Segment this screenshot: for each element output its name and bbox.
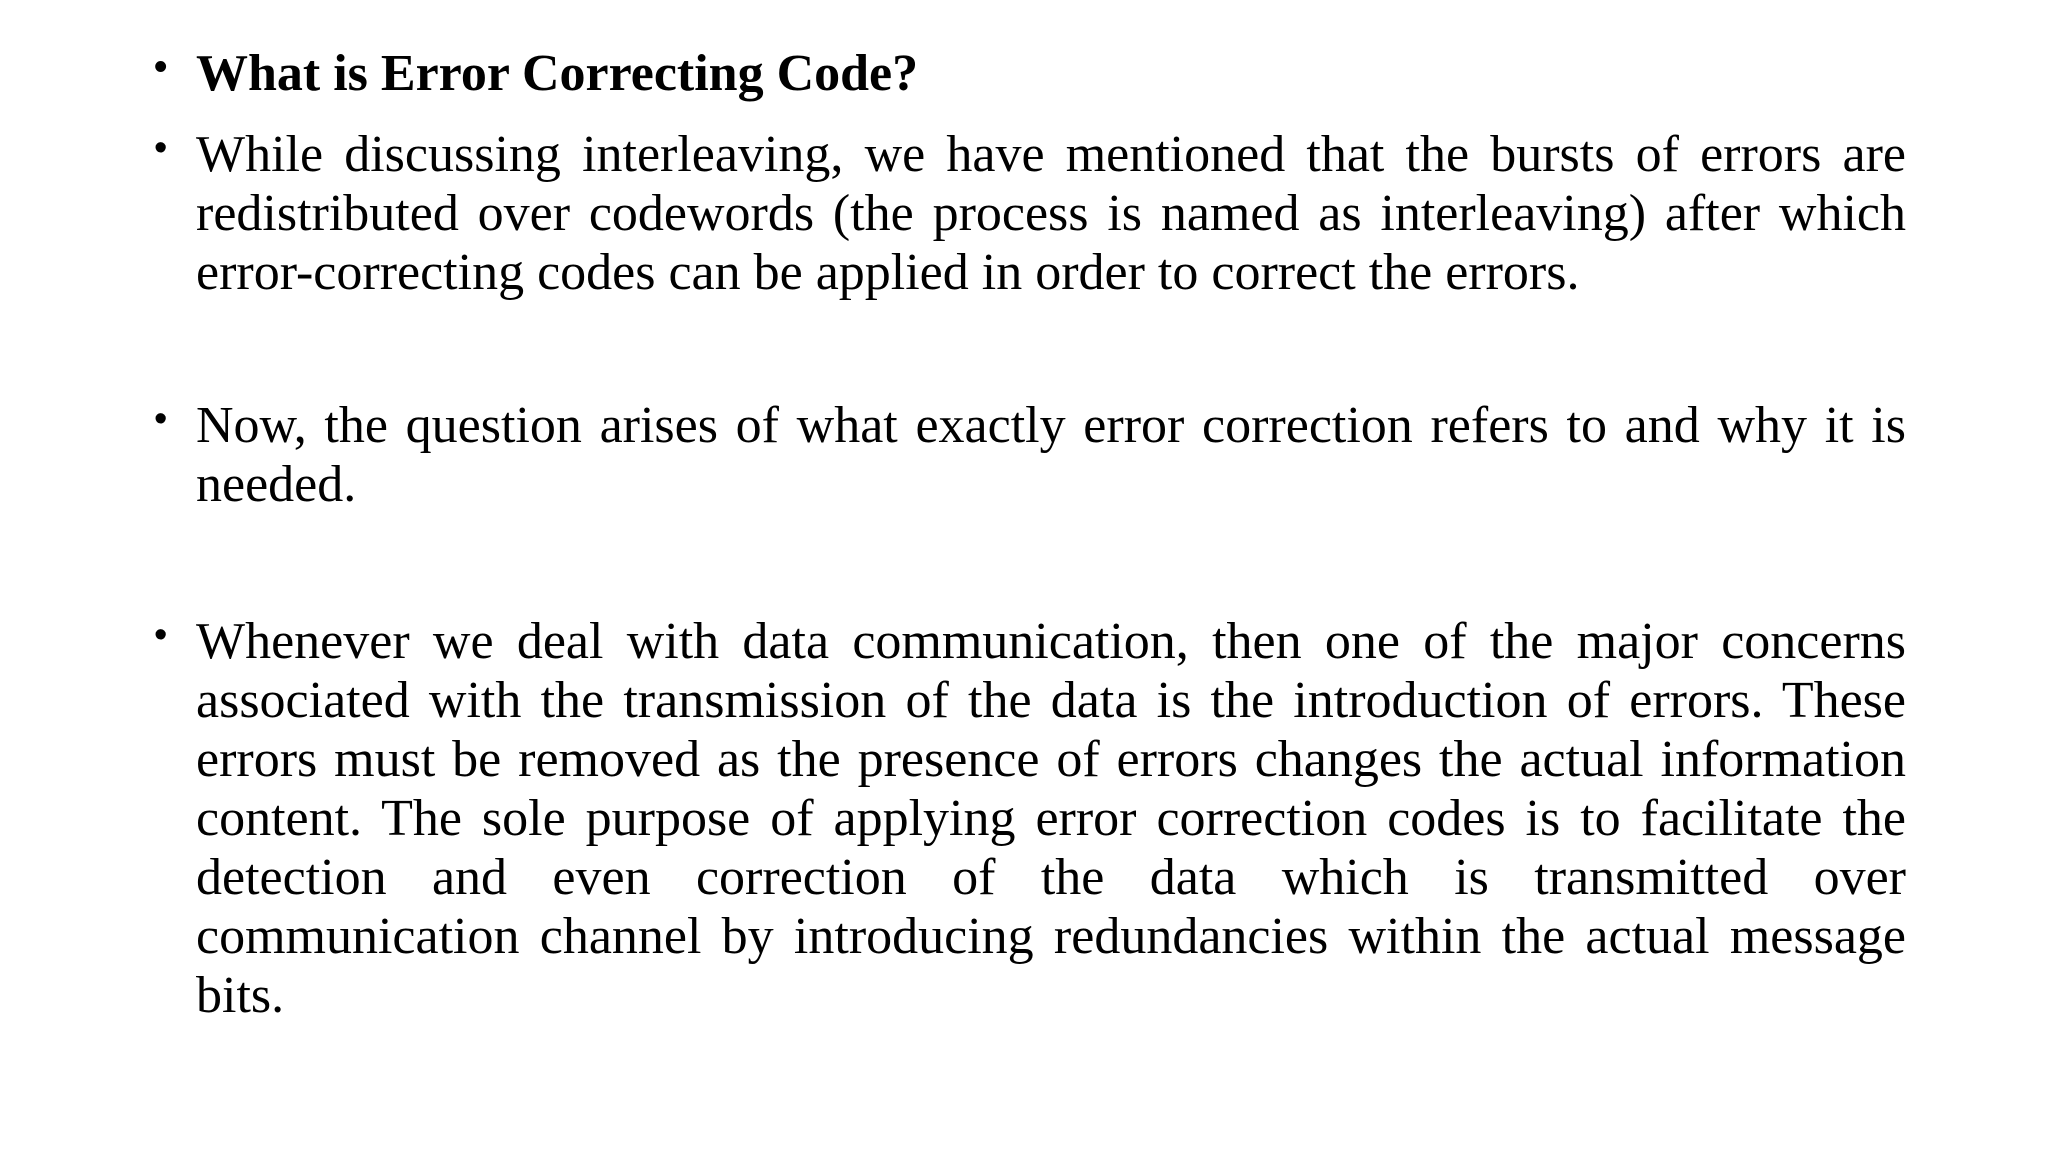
bullet-question: • Now, the question arises of what exactly error correction refers to and why it is needed. — [196, 396, 1906, 514]
bullet-interleaving: • While discussing interleaving, we have mentioned that the bursts of errors are redistributed over codewords (the process is named as interleaving) after which error-correcting codes can be applied in order to correct the errors. — [196, 125, 1906, 302]
bullet-data-communication: • Whenever we deal with data communication, then one of the major concerns associated with the transmission of the data is the introduction of errors. These errors must be removed as the presence of errors changes the actual information content. The sole purpose of applying error correction codes is to facilitate the detection and even correction of the data which is transmitted over communication channel by introducing redundancies within the actual message bits. — [196, 612, 1906, 1025]
bullet-list — [196, 44, 1906, 1025]
bullet-heading: • What is Error Correcting Code? — [196, 44, 1906, 103]
